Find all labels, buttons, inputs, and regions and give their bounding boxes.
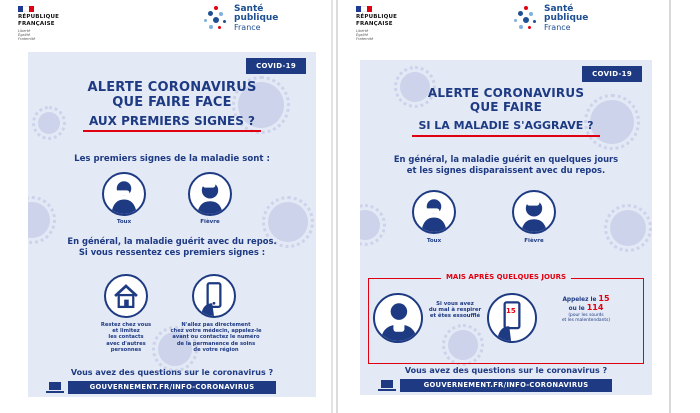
poster-card <box>28 52 316 397</box>
cough-icon <box>412 190 456 234</box>
breathing-difficulty-icon <box>373 293 423 343</box>
virus-decoration <box>360 210 380 240</box>
republique-francaise-logo <box>356 6 426 42</box>
covid-tag: COVID-19 <box>246 58 306 74</box>
poster-aggravation <box>346 0 671 413</box>
questions-text: Vous avez des questions sur le coronavirus ? <box>70 368 274 377</box>
sante-publique-france-logo <box>204 5 278 32</box>
covid-tag: COVID-19 <box>582 66 642 82</box>
logo-motto: Liberté Égalité Fraternité <box>356 29 374 42</box>
logo-line-1: RÉPUBLIQUE <box>356 14 398 20</box>
logo-line-2: FRANÇAISE <box>18 20 55 27</box>
spf-dots-icon <box>514 6 540 32</box>
poster-first-signs <box>8 0 333 413</box>
logo-line-2: FRANÇAISE <box>356 20 393 27</box>
alert-title: MAIS APRÈS QUELQUES JOURS <box>441 273 571 281</box>
fever-icon <box>188 172 232 216</box>
laptop-icon <box>46 381 64 394</box>
info-url-link[interactable]: GOUVERNEMENT.FR/INFO-CORONAVIRUS <box>68 381 276 394</box>
home-icon <box>104 274 148 318</box>
agency-line-3: France <box>544 23 571 32</box>
symptom-label-cough: Toux <box>426 238 442 244</box>
agency-line-1: Santé <box>234 4 264 14</box>
french-flag-icon <box>356 6 372 12</box>
symptom-label-fever: Fièvre <box>200 219 220 225</box>
advice-text: En général, la maladie guérit avec du repos. Si vous ressentez ces premiers signes : <box>67 236 277 257</box>
laptop-icon <box>378 379 396 392</box>
poster-title: ALERTE CORONAVIRUS QUE FAIRE FACE AUX PREMIERS SIGNES ? <box>28 80 316 132</box>
symptom-label-fever: Fièvre <box>524 238 544 244</box>
poster-card <box>360 60 652 395</box>
sante-publique-france-logo <box>514 5 588 32</box>
symptom-label-cough: Toux <box>116 219 132 225</box>
emergency-phone-icon <box>487 293 537 343</box>
logo-motto: Liberté Égalité Fraternité <box>18 29 36 42</box>
republique-francaise-logo <box>18 6 88 42</box>
logo-line-1: RÉPUBLIQUE <box>18 14 60 20</box>
action-stay-home: Restez chez vous et limitez les contacts avec d'autres personnes <box>100 322 152 353</box>
emergency-call-text: Appelez le 15 ou le 114 (pour les sourds et les malentendants) <box>561 294 611 324</box>
page-divider <box>336 0 338 413</box>
questions-text: Vous avez des questions sur le coronavirus ? <box>404 366 608 375</box>
info-url-link[interactable]: GOUVERNEMENT.FR/INFO-CORONAVIRUS <box>400 379 612 392</box>
french-flag-icon <box>18 6 34 12</box>
agency-line-3: France <box>234 23 261 32</box>
spf-dots-icon <box>204 6 230 32</box>
phone-screen-number: 15 <box>506 307 516 315</box>
agency-line-2: publique <box>234 13 279 23</box>
recovery-intro: En général, la maladie guérit en quelques jours et les signes disparaissent avec du repos. <box>393 154 619 175</box>
fever-icon <box>512 190 556 234</box>
symptoms-intro: Les premiers signes de la maladie sont : <box>74 154 270 164</box>
phone-icon <box>192 274 236 318</box>
breath-difficulty-text: Si vous avez du mal à respirer et êtes essoufflé <box>428 301 482 320</box>
cough-icon <box>102 172 146 216</box>
agency-line-1: Santé <box>544 4 574 14</box>
poster-title: ALERTE CORONAVIRUS QUE FAIRE SI LA MALADIE S'AGGRAVE ? <box>360 86 652 137</box>
virus-decoration <box>610 210 646 246</box>
action-call-doctor: N'allez pas directement chez votre médecin, appelez-le avant ou contactez le numéro de la permanence de soins de votre région <box>170 322 262 353</box>
virus-decoration <box>28 202 50 238</box>
aggravation-alert-box <box>368 273 644 364</box>
agency-line-2: publique <box>544 13 589 23</box>
